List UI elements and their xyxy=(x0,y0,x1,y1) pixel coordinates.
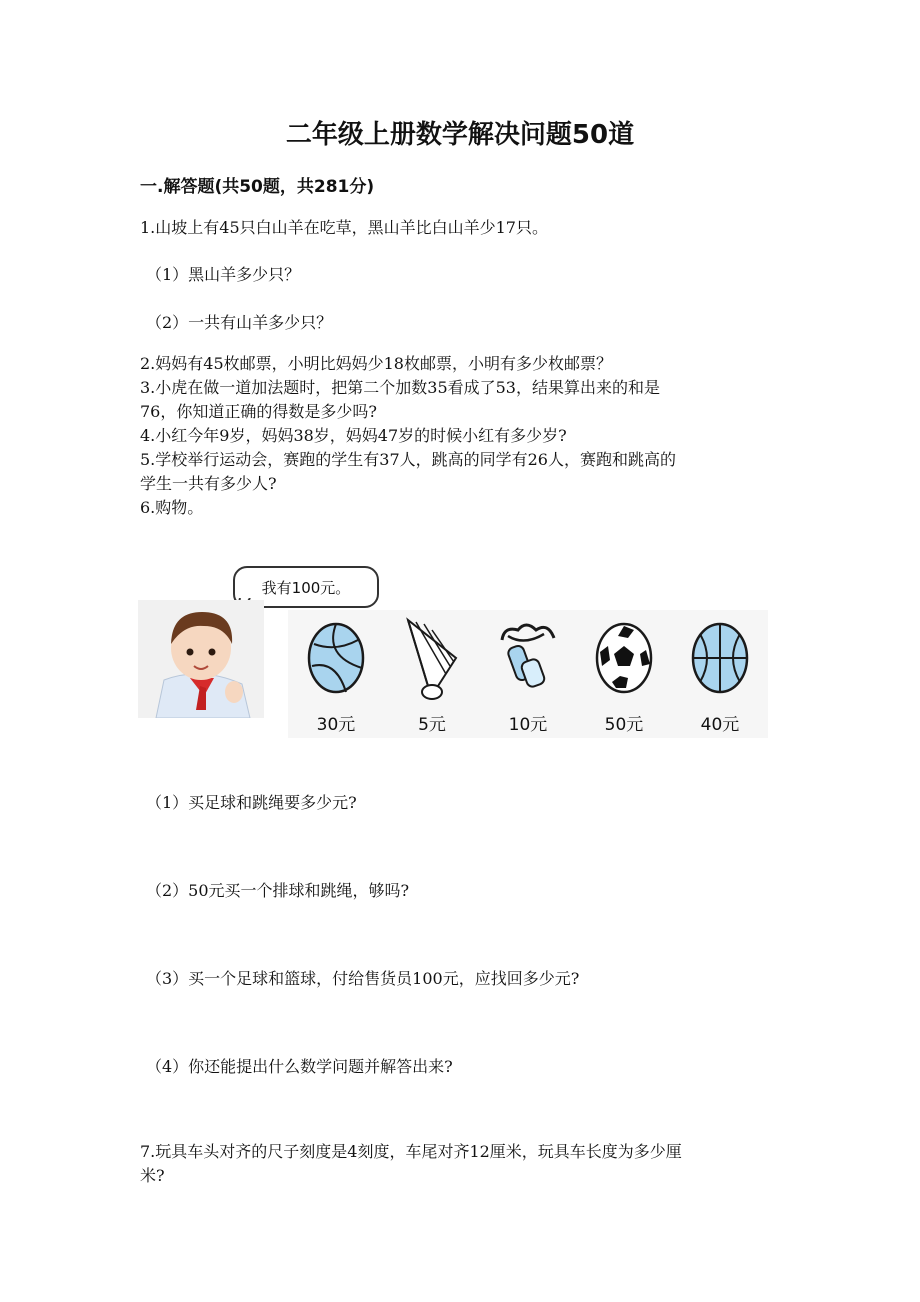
question-4: 4.小红今年9岁，妈妈38岁，妈妈47岁的时候小红有多少岁? xyxy=(140,426,567,445)
section-heading: 一.解答题(共50题，共281分) xyxy=(140,177,375,197)
basketball-icon xyxy=(686,616,754,702)
question-6-part-1: （1）买足球和跳绳要多少元? xyxy=(146,793,357,812)
boy-icon xyxy=(138,600,264,718)
goods-item-jump-rope xyxy=(480,610,576,738)
question-3-line-2: 76，你知道正确的得数是多少吗? xyxy=(140,402,377,421)
question-1-part-2: （2）一共有山羊多少只？ xyxy=(146,313,333,332)
question-6-part-4: （4）你还能提出什么数学问题并解答出来? xyxy=(146,1057,453,1076)
page-title: 二年级上册数学解决问题50道 xyxy=(285,120,635,150)
question-7-line-1: 7.玩具车头对齐的尺子刻度是4刻度，车尾对齐12厘米，玩具车长度为多少厘 xyxy=(140,1142,682,1161)
speech-bubble: 我有100元。 xyxy=(233,566,379,608)
question-7-line-2: 米? xyxy=(140,1166,165,1185)
volleyball-icon xyxy=(302,616,370,702)
price-label: 40元 xyxy=(700,715,740,735)
question-1-part-1: （1）黑山羊多少只？ xyxy=(146,265,301,284)
jump-rope-icon xyxy=(494,616,562,702)
goods-item-shuttlecock xyxy=(384,610,480,738)
question-6-part-2: （2）50元买一个排球和跳绳，够吗? xyxy=(146,881,410,900)
question-2: 2.妈妈有45枚邮票，小明比妈妈少18枚邮票，小明有多少枚邮票？ xyxy=(140,354,612,373)
shuttlecock-icon xyxy=(398,616,466,702)
soccer-ball-icon xyxy=(590,616,658,702)
shopping-illustration xyxy=(138,558,768,738)
goods-item-volleyball xyxy=(288,610,384,738)
price-label: 10元 xyxy=(508,715,548,735)
question-6: 6.购物。 xyxy=(140,498,204,517)
question-5-line-2: 学生一共有多少人? xyxy=(140,474,277,493)
question-1: 1.山坡上有45只白山羊在吃草，黑山羊比白山羊少17只。 xyxy=(140,218,548,237)
goods-item-basketball xyxy=(672,610,768,738)
question-5-line-1: 5.学校举行运动会，赛跑的学生有37人，跳高的同学有26人，赛跑和跳高的 xyxy=(140,450,676,469)
price-label: 5元 xyxy=(418,715,446,735)
price-label: 50元 xyxy=(604,715,644,735)
goods-item-soccer-ball xyxy=(576,610,672,738)
boy-illustration xyxy=(138,600,264,718)
goods-panel xyxy=(288,610,768,738)
price-label: 30元 xyxy=(316,715,356,735)
question-6-part-3: （3）买一个足球和篮球，付给售货员100元，应找回多少元? xyxy=(146,969,580,988)
question-3-line-1: 3.小虎在做一道加法题时，把第二个加数35看成了53，结果算出来的和是 xyxy=(140,378,660,397)
